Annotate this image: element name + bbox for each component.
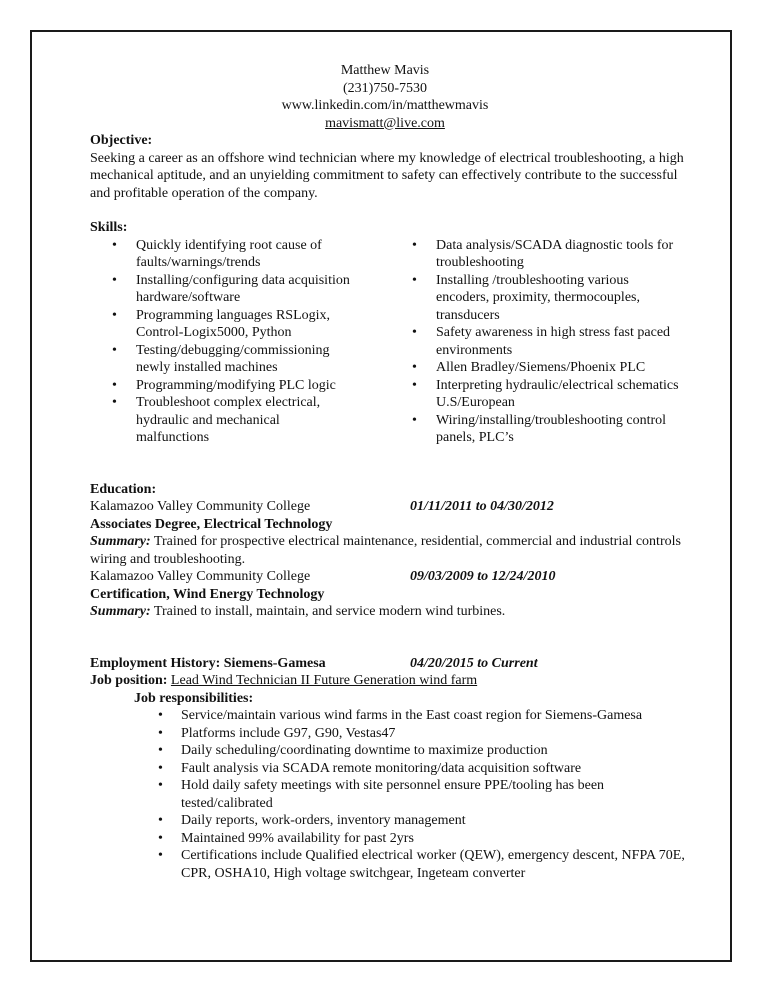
education-dates: 01/11/2011 to 04/30/2012 — [410, 499, 554, 514]
email-link[interactable]: mavismatt@live.com — [325, 115, 445, 131]
list-item: • Interpreting hydraulic/electrical schematics U.S/European — [412, 377, 679, 410]
bullet-icon: • — [112, 307, 117, 323]
bullet-icon: • — [158, 778, 163, 793]
school-name: Kalamazoo Valley Community College — [90, 569, 311, 584]
education-dates: 09/03/2009 to 12/24/2010 — [410, 569, 556, 584]
responsibilities-heading: Job responsibilities: — [134, 690, 254, 706]
bullet-icon: • — [158, 830, 163, 846]
bullet-icon: • — [158, 760, 163, 776]
list-item: • Testing/debugging/commissioning newly installed machines — [112, 342, 330, 375]
contact-header — [80, 62, 690, 132]
list-item: • Installing/configuring data acquisition hardware/software — [112, 272, 350, 305]
bullet-icon: • — [158, 725, 163, 741]
linkedin-url[interactable]: www.linkedin.com/in/matthewmavis — [281, 98, 489, 113]
list-item: • Safety awareness in high stress fast paced environments — [412, 325, 671, 358]
employment-dates: 04/20/2015 to Current — [410, 655, 538, 671]
list-item: • Allen Bradley/Siemens/Phoenix PLC — [412, 360, 646, 375]
skills-heading: Skills: — [90, 220, 128, 235]
list-item: • Troubleshoot complex electrical, hydraulic and mechanical malfunctions — [112, 395, 321, 445]
objective-heading: Objective: — [90, 133, 153, 148]
objective-text: Seeking a career as an offshore wind technician where my knowledge of electrical troubleshooting, a high mechanical aptitude, and an unyielding commitment to safety can effectively contribute to the successful and profitable operation of the company. — [90, 150, 684, 201]
skills-list — [90, 237, 690, 447]
employment-header — [90, 655, 690, 673]
bullet-icon: • — [412, 377, 417, 393]
bullet-icon: • — [112, 237, 117, 253]
list-item: • Fault analysis via SCADA remote monitoring/data acquisition software — [158, 760, 582, 776]
degree-title: Associates Degree, Electrical Technology — [90, 516, 333, 532]
education-entry-1 — [90, 498, 690, 516]
list-item: • Daily scheduling/coordinating downtime to maximize production — [158, 743, 548, 758]
education-summary: Summary: Trained for prospective electrical maintenance, residential, commercial and industrial controls wiring and troubleshooting. — [90, 534, 681, 567]
list-item: • Quickly identifying root cause of faults/warnings/trends — [112, 237, 322, 270]
bullet-icon: • — [412, 272, 417, 288]
bullet-icon: • — [412, 237, 417, 253]
education-summary: Summary: Trained to install, maintain, and service modern wind turbines. — [90, 604, 506, 619]
bullet-icon: • — [158, 848, 163, 863]
bullet-icon: • — [412, 412, 417, 428]
list-item: • Hold daily safety meetings with site personnel ensure PPE/tooling has been tested/calibrated — [158, 778, 605, 811]
candidate-name: Matthew Mavis — [340, 63, 430, 78]
bullet-icon: • — [158, 813, 163, 828]
skills-column-left — [90, 237, 390, 447]
education-heading: Education: — [90, 481, 157, 497]
bullet-icon: • — [158, 743, 163, 758]
school-name: Kalamazoo Valley Community College — [90, 499, 311, 514]
list-item: • Platforms include G97, G90, Vestas47 — [158, 725, 396, 741]
bullet-icon: • — [112, 272, 117, 288]
resume-document — [90, 62, 690, 882]
job-position — [90, 672, 690, 690]
bullet-icon: • — [412, 325, 417, 340]
degree-title: Certification, Wind Energy Technology — [90, 586, 325, 602]
bullet-icon: • — [412, 360, 417, 375]
education-entry-2 — [90, 568, 690, 586]
list-item: • Data analysis/SCADA diagnostic tools for troubleshooting — [412, 237, 674, 270]
list-item: • Certifications include Qualified electrical worker (QEW), emergency descent, NFPA 70E, CPR, OSHA10, High voltage switchgear, Ingeteam converter — [158, 848, 685, 881]
list-item: • Service/maintain various wind farms in the East coast region for Siemens-Gamesa — [158, 708, 643, 723]
bullet-icon: • — [112, 395, 117, 410]
list-item: • Programming/modifying PLC logic — [112, 377, 336, 393]
list-item: • Maintained 99% availability for past 2yrs — [158, 830, 414, 846]
list-item: • Installing /troubleshooting various encoders, proximity, thermocouples, transducers — [412, 272, 640, 323]
bullet-icon: • — [112, 377, 117, 393]
bullet-icon: • — [112, 342, 117, 358]
phone-number: (231)750-7530 — [343, 80, 427, 96]
job-position-label: Job position: — [90, 673, 168, 688]
employment-heading: Employment History: Siemens-Gamesa — [90, 655, 326, 671]
list-item: • Programming languages RSLogix, Control-Logix5000, Python — [112, 307, 331, 340]
bullet-icon: • — [158, 708, 163, 723]
job-position-value: Lead Wind Technician II Future Generation wind farm — [170, 673, 478, 688]
list-item: • Wiring/installing/troubleshooting control panels, PLC’s — [412, 412, 667, 445]
responsibilities-list — [90, 707, 690, 882]
skills-column-right — [390, 237, 680, 447]
list-item: • Daily reports, work-orders, inventory management — [158, 813, 466, 828]
